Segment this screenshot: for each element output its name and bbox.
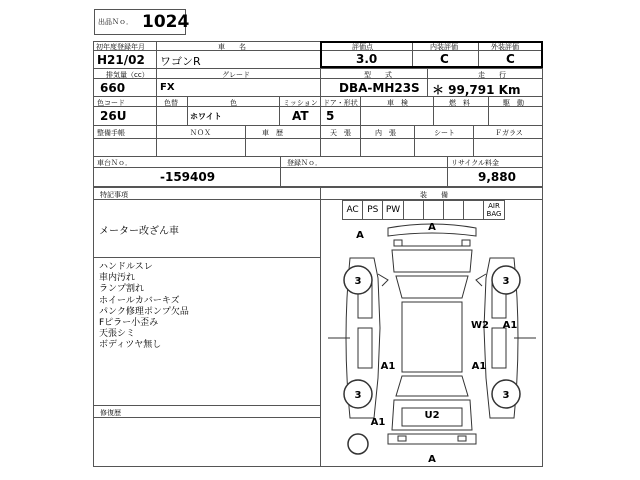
- damage-diagram: [322, 218, 542, 468]
- car-name-label: 車 名: [218, 43, 246, 51]
- damage-mark-rr-tire: 3: [502, 390, 510, 401]
- equipment-item: [443, 200, 464, 220]
- damage-mark-right-door: A1: [471, 361, 487, 372]
- mileage: ＊ 99,791 Km: [432, 83, 521, 97]
- color-code-label: 色コード: [97, 99, 125, 107]
- first-registration: H21/02: [97, 53, 145, 67]
- history-label: 車 歴: [262, 129, 283, 137]
- transmission: AT: [292, 109, 309, 123]
- color-label: 色: [230, 99, 237, 107]
- year-label: 初年度登録年月: [96, 43, 145, 51]
- damage-mark-left-front: A: [356, 230, 364, 241]
- recycle-fee: 9,880: [478, 170, 516, 184]
- remark-line: 車内汚れ: [99, 273, 136, 284]
- doors-label: ドア・形状: [323, 99, 358, 107]
- lot-box: [94, 9, 190, 35]
- damage-mark-left-door: A1: [380, 361, 396, 372]
- remark-line: ボディツヤ無し: [99, 340, 162, 351]
- doors: 5: [326, 109, 335, 123]
- damage-mark-rl-tire: 3: [354, 390, 362, 401]
- registration-label: 登録Ｎｏ．: [287, 159, 322, 167]
- car-name: ワゴンR: [160, 55, 201, 68]
- displacement-label: 排気量（cc）: [106, 71, 149, 79]
- remarks-label: 特記事項: [100, 191, 128, 199]
- color: ホワイト: [190, 112, 222, 121]
- score: 3.0: [356, 52, 378, 66]
- grade-label: グレード: [222, 71, 250, 79]
- lot-number: 1024: [142, 12, 190, 32]
- remark-line: Fピラー小歪み: [99, 318, 159, 328]
- remark-line: ホイールカバーキズ: [99, 295, 180, 306]
- model-code: DBA-MH23S: [339, 81, 420, 95]
- color-change-label: 色替: [164, 99, 178, 107]
- remark-line: ランプ割れ: [99, 284, 145, 295]
- remark-line: ハンドルスレ: [99, 262, 153, 272]
- damage-mark-fl-tire: 3: [354, 276, 362, 287]
- score-label: 評価点: [352, 43, 373, 51]
- roof-label: 天 張: [330, 129, 351, 137]
- inspection-label: 車 検: [387, 99, 408, 107]
- equipment-item: [403, 200, 424, 220]
- displacement: 660: [100, 81, 126, 95]
- glass-label: Ｆガラス: [495, 129, 523, 137]
- mileage-label: 走 行: [478, 71, 506, 79]
- remark-line: パンク修理ポンプ欠品: [99, 306, 189, 317]
- equipment-item: [463, 200, 484, 220]
- equipment-item: PS: [362, 200, 383, 220]
- damage-mark-right-a1: A1: [502, 320, 518, 331]
- damage-mark-w2: W2: [471, 320, 489, 331]
- transmission-label: ミッション: [283, 99, 318, 107]
- equipment-item: AIR BAG: [483, 200, 504, 220]
- seat-label: シート: [434, 129, 455, 137]
- repair-label: 修復歴: [100, 409, 121, 417]
- drive-label: 駆 動: [503, 99, 524, 107]
- damage-mark-top-front: A: [428, 222, 436, 233]
- interior-grade: C: [440, 52, 449, 66]
- chassis-label: 車台Ｎｏ．: [97, 159, 132, 167]
- damage-mark-bottom: A: [428, 454, 436, 465]
- equipment-item: [423, 200, 444, 220]
- equipment-item: PW: [382, 200, 403, 220]
- recycle-label: リサイクル料金: [451, 159, 500, 167]
- exterior-label: 外装評価: [491, 43, 519, 51]
- nox-label: ＮＯＸ: [190, 129, 211, 137]
- lot-label: 出品Ｎｏ．: [98, 18, 133, 26]
- model-label: 型 式: [364, 71, 392, 79]
- interior-trim-label: 内 張: [375, 129, 396, 137]
- color-code: 26U: [100, 109, 127, 123]
- remarks-main: メーター改ざん車: [99, 226, 179, 237]
- fuel-label: 燃 料: [449, 99, 470, 107]
- damage-mark-fr-tire: 3: [502, 276, 510, 287]
- chassis-number: -159409: [160, 170, 216, 184]
- interior-label: 内装評価: [430, 43, 458, 51]
- damage-mark-rear-left: A1: [370, 417, 386, 428]
- damage-mark-rear: U2: [424, 410, 440, 421]
- manual-label: 整備手帳: [97, 129, 125, 137]
- grade: FX: [160, 82, 175, 93]
- equipment-item: AC: [342, 200, 363, 220]
- remark-line: 天張シミ: [99, 329, 136, 340]
- exterior-grade: C: [506, 52, 515, 66]
- equipment-label: 装 備: [420, 191, 448, 199]
